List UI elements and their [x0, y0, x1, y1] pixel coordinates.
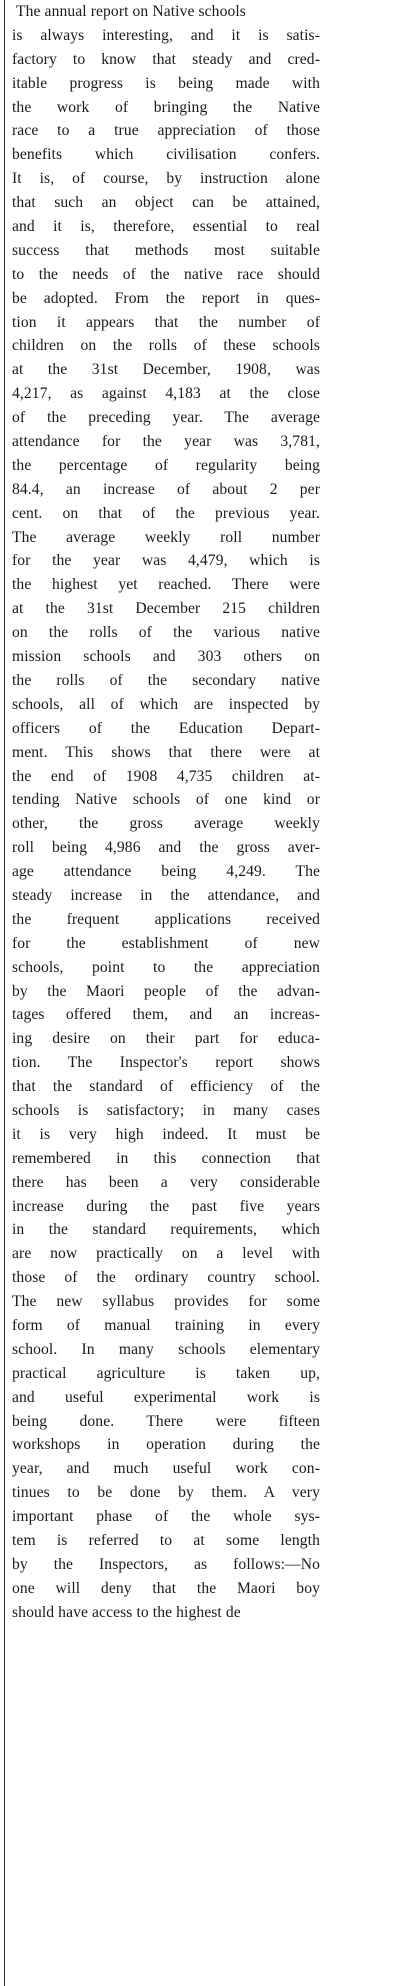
- text-line: 84.4, an increase of about 2 per: [12, 480, 320, 498]
- text-line: age attendance being 4,249. The: [12, 863, 320, 881]
- text-line: schools, point to the appreciation: [12, 958, 320, 976]
- text-line: schools is satisfactory; in many cases: [12, 1101, 320, 1119]
- text-line: tinues to be done by them. A very: [12, 1484, 320, 1502]
- text-line: The average weekly roll number: [12, 528, 320, 546]
- text-line: cent. on that of the previous year.: [12, 504, 320, 522]
- text-line: the work of bringing the Native: [12, 98, 320, 116]
- text-line: year, and much useful work con-: [12, 1460, 320, 1478]
- text-line: factory to know that steady and cred-: [12, 50, 320, 68]
- text-line: officers of the Education Depart-: [12, 719, 320, 737]
- text-line: are now practically on a level with: [12, 1245, 320, 1263]
- text-line: other, the gross average weekly: [12, 815, 320, 833]
- text-line: and useful experimental work is: [12, 1388, 320, 1406]
- text-line: It is, of course, by instruction alone: [12, 170, 320, 188]
- text-line: tending Native schools of one kind or: [12, 791, 320, 809]
- text-line: is always interesting, and it is satis-: [12, 26, 320, 44]
- text-line: schools, all of which are inspected by: [12, 695, 320, 713]
- text-line: the end of 1908 4,735 children at-: [12, 767, 320, 785]
- text-line: school. In many schools elementary: [12, 1340, 320, 1358]
- text-line: for the establishment of new: [12, 934, 320, 952]
- text-line: the rolls of the secondary native: [12, 671, 320, 689]
- text-line: success that methods most suitable: [12, 241, 320, 259]
- text-line: attendance for the year was 3,781,: [12, 433, 320, 451]
- text-line: tion it appears that the number of: [12, 313, 320, 331]
- text-line: there has been a very considerable: [12, 1173, 320, 1191]
- text-line: steady increase in the attendance, and: [12, 886, 320, 904]
- text-line: should have access to the highest de: [12, 1603, 241, 1621]
- text-line: for the year was 4,479, which is: [12, 552, 320, 570]
- text-line: tion. The Inspector's report shows: [12, 1054, 320, 1072]
- text-line: practical agriculture is taken up,: [12, 1364, 320, 1382]
- text-line: at the 31st December, 1908, was: [12, 361, 320, 379]
- text-line: in the standard requirements, which: [12, 1221, 320, 1239]
- text-line: form of manual training in every: [12, 1316, 320, 1334]
- text-line: tages offered them, and an increas-: [12, 1006, 320, 1024]
- text-line: remembered in this connection that: [12, 1149, 320, 1167]
- text-line: be adopted. From the report in ques-: [12, 289, 320, 307]
- text-line: workshops in operation during the: [12, 1436, 320, 1454]
- text-line: the frequent applications received: [12, 910, 320, 928]
- article-column: [4, 0, 320, 1986]
- text-line: benefits which civilisation confers.: [12, 146, 320, 164]
- text-line: to the needs of the native race should: [12, 265, 320, 283]
- text-line: ing desire on their part for educa-: [12, 1030, 320, 1048]
- text-line: by the Inspectors, as follows:—No: [12, 1555, 320, 1573]
- text-line: increase during the past five years: [12, 1197, 320, 1215]
- text-line: of the preceding year. The average: [12, 409, 320, 427]
- text-line: race to a true appreciation of those: [12, 122, 320, 140]
- text-line: children on the rolls of these schools: [12, 337, 320, 355]
- text-line: ment. This shows that there were at: [12, 743, 320, 761]
- text-line: itable progress is being made with: [12, 74, 320, 92]
- text-line: that such an object can be attained,: [12, 194, 320, 212]
- text-line: on the rolls of the various native: [12, 624, 320, 642]
- text-line: tem is referred to at some length: [12, 1532, 320, 1549]
- text-line: by the Maori people of the advan-: [12, 982, 320, 1000]
- text-line: 4,217, as against 4,183 at the close: [12, 385, 320, 403]
- text-line: one will deny that the Maori boy: [12, 1579, 320, 1597]
- text-line: roll being 4,986 and the gross aver-: [12, 839, 320, 857]
- text-line: The new syllabus provides for some: [12, 1293, 320, 1311]
- text-line: the percentage of regularity being: [12, 456, 320, 474]
- text-line: the highest yet reached. There were: [12, 576, 320, 594]
- text-line: that the standard of efficiency of the: [12, 1078, 320, 1096]
- text-line: it is very high indeed. It must be: [12, 1125, 320, 1143]
- text-line: and it is, therefore, essential to real: [12, 218, 320, 236]
- text-line: at the 31st December 215 children: [12, 600, 320, 618]
- text-line: mission schools and 303 others on: [12, 648, 320, 666]
- text-line: those of the ordinary country school.: [12, 1269, 320, 1287]
- text-line: The annual report on Native schools: [16, 3, 246, 20]
- text-line: being done. There were fifteen: [12, 1412, 320, 1430]
- text-line: important phase of the whole sys-: [12, 1508, 320, 1526]
